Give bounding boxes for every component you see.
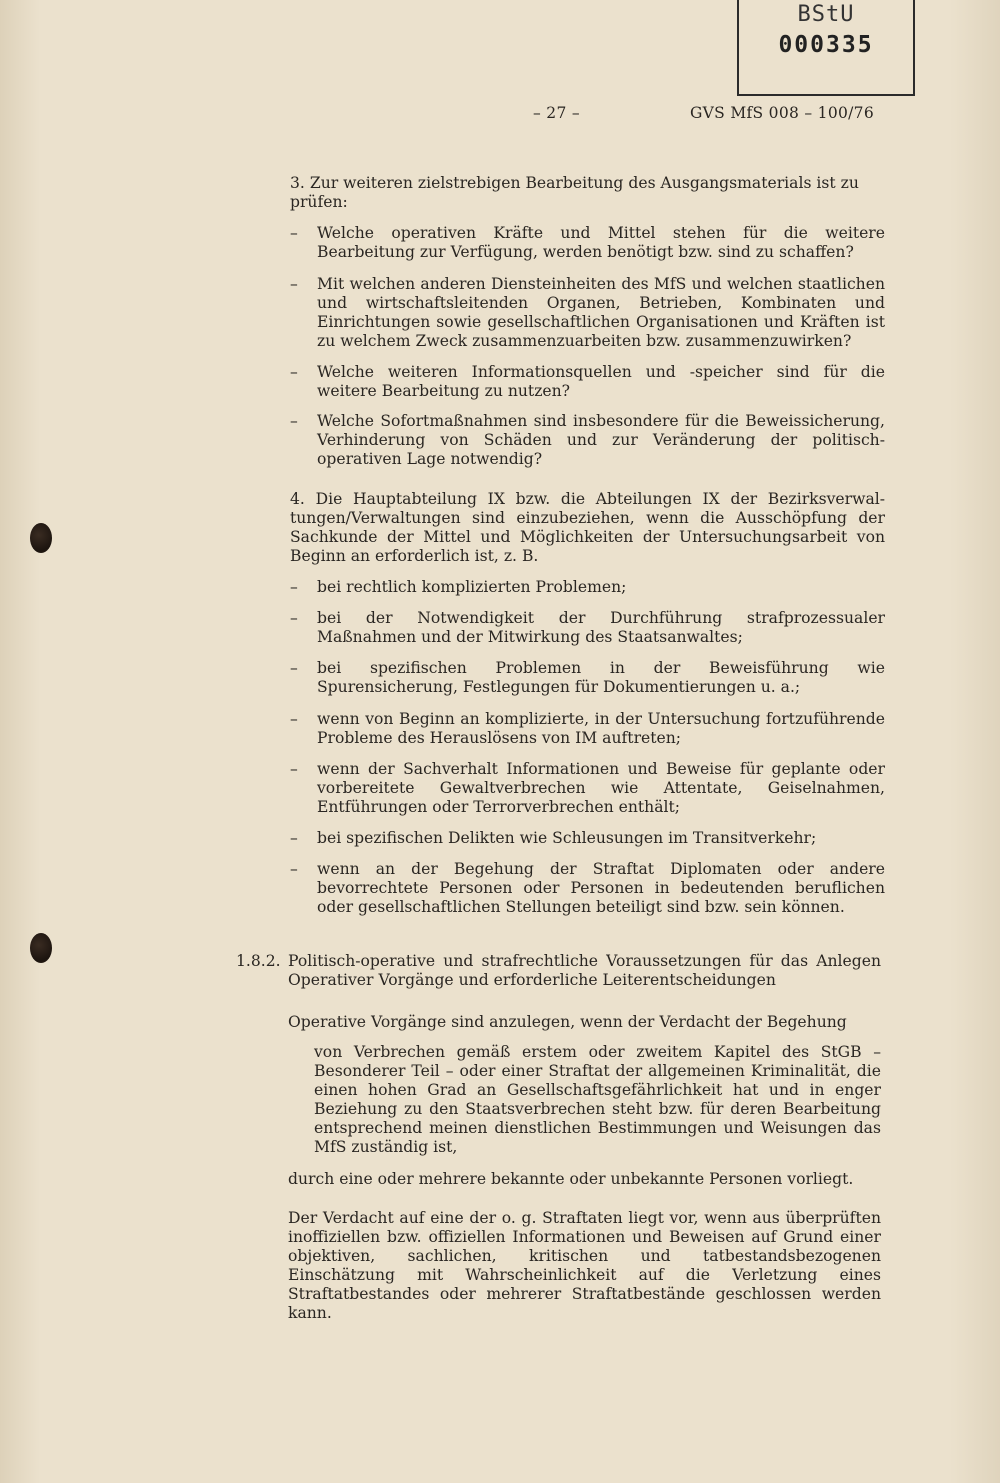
- archive-stamp: [737, 0, 915, 96]
- page-number: – 27 –: [533, 104, 580, 122]
- list-item-text: bei der Notwendigkeit der Durchführung strafprozessualer Maßnahmen und der Mitwirkung des Staatsanwaltes;: [317, 609, 885, 646]
- section-3-intro: [290, 174, 885, 212]
- section-4-number: 4.: [290, 490, 305, 508]
- dash-bullet: –: [290, 860, 298, 878]
- dash-bullet: –: [290, 829, 298, 847]
- dash-bullet: –: [290, 710, 298, 728]
- punch-hole-bottom: [30, 933, 52, 963]
- stamp-label: BStU: [797, 2, 855, 27]
- stamp-number: 000335: [778, 32, 874, 58]
- list-item-text: Welche Sofortmaßnahmen sind insbesondere für die Beweissicherung, Verhinderung von Schäden und zur Veränderung der politisch-operativen Lage notwendig?: [317, 412, 885, 468]
- dash-bullet: –: [290, 760, 298, 778]
- list-item-text: bei spezifischen Delikten wie Schleusungen im Transitverkehr;: [317, 829, 817, 847]
- dash-bullet: –: [290, 412, 298, 430]
- section-4-intro-cont: tungen/Verwaltungen sind einzubeziehen, wenn die Ausschöpfung der Sachkunde der Mittel und Möglichkeiten der Untersuchungsarbeit von Beginn an erforderlich ist, z. B.: [290, 509, 885, 565]
- section-4-intro: [290, 490, 885, 566]
- list-item-text: wenn der Sachverhalt Informationen und Beweise für geplante oder vorbereitete Gewaltverbrechen wie Attentate, Geiselnahmen, Entführungen oder Terrorverbrechen enthält;: [317, 760, 885, 816]
- list-item-text: Welche weiteren Informationsquellen und -speicher sind für die weitere Bearbeitung zu nutzen?: [317, 363, 885, 400]
- section-1-8-2-number: 1.8.2.: [236, 952, 281, 970]
- list-item-text: bei rechtlich komplizierten Problemen;: [317, 578, 627, 596]
- section-3-intro-cont: prüfen:: [290, 193, 348, 211]
- section-heading: Politisch-operative und strafrechtliche Voraussetzungen für das Anlegen Operativer Vorgänge und erforderliche Leiterentscheidungen: [288, 952, 881, 989]
- dash-bullet: –: [290, 224, 298, 242]
- list-item-text: wenn von Beginn an komplizierte, in der Untersuchung fortzuführende Probleme des Herauslösens von IM auftreten;: [317, 710, 885, 747]
- list-item-text: wenn an der Begehung der Straftat Diplomaten oder andere bevorrechtete Personen oder Personen in bedeutenden beruflichen oder gesellschaftlichen Stellungen beteiligt sind bzw. sein können.: [317, 860, 885, 916]
- paragraph: Der Verdacht auf eine der o. g. Straftaten liegt vor, wenn aus überprüften inoffiziellen bzw. offiziellen Informationen und Beweisen auf Grund einer objektiven, sachlichen, kritischen und tatbestandsbezogenen Einschätzung mit Wahrscheinlichkeit auf die Verletzung eines Straftatbestandes oder mehrerer Straftatbestände geschlossen werden kann.: [288, 1209, 881, 1322]
- list-item-text: Welche operativen Kräfte und Mittel stehen für die weitere Bearbeitung zur Verfügung, werden benötigt bzw. sind zu schaffen?: [317, 224, 885, 261]
- dash-bullet: –: [290, 609, 298, 627]
- indented-paragraph: von Verbrechen gemäß erstem oder zweitem Kapitel des StGB – Besonderer Teil – oder einer Straftat der allgemeinen Kriminalität, die einen hohen Grad an Gesellschaftsgefährlichkeit hat und in enger Beziehung zu den Staatsverbrechen steht bzw. für deren Bearbeitung entsprechend meinen dienstlichen Bestimmungen und Weisungen das MfS zuständig ist,: [314, 1043, 881, 1156]
- punch-hole-top: [30, 523, 52, 553]
- dash-bullet: –: [290, 578, 298, 596]
- dash-bullet: –: [290, 363, 298, 381]
- section-3-number: 3.: [290, 174, 305, 192]
- document-reference: GVS MfS 008 – 100/76: [690, 104, 874, 122]
- section-3-intro-text: Zur weiteren zielstrebigen Bearbeitung des Ausgangsmaterials ist zu: [309, 174, 859, 192]
- dash-bullet: –: [290, 659, 298, 677]
- paragraph: durch eine oder mehrere bekannte oder unbekannte Personen vorliegt.: [288, 1170, 854, 1188]
- paragraph: Operative Vorgänge sind anzulegen, wenn der Verdacht der Begehung: [288, 1013, 847, 1031]
- dash-bullet: –: [290, 275, 298, 293]
- list-item-text: Mit welchen anderen Diensteinheiten des MfS und welchen staatlichen und wirtschaftsleitenden Organen, Betrieben, Kombinaten und Einrichtungen sowie gesellschaftlichen Organisationen und Kräften ist zu welchem Zweck zusammenzuarbeiten bzw. zusammenzuwirken?: [317, 275, 885, 350]
- list-item-text: bei spezifischen Problemen in der Beweisführung wie Spurensicherung, Festlegungen für Dokumentierungen u. a.;: [317, 659, 885, 696]
- section-4-intro-text: Die Hauptabteilung IX bzw. die Abteilungen IX der Bezirksverwal-: [315, 490, 885, 508]
